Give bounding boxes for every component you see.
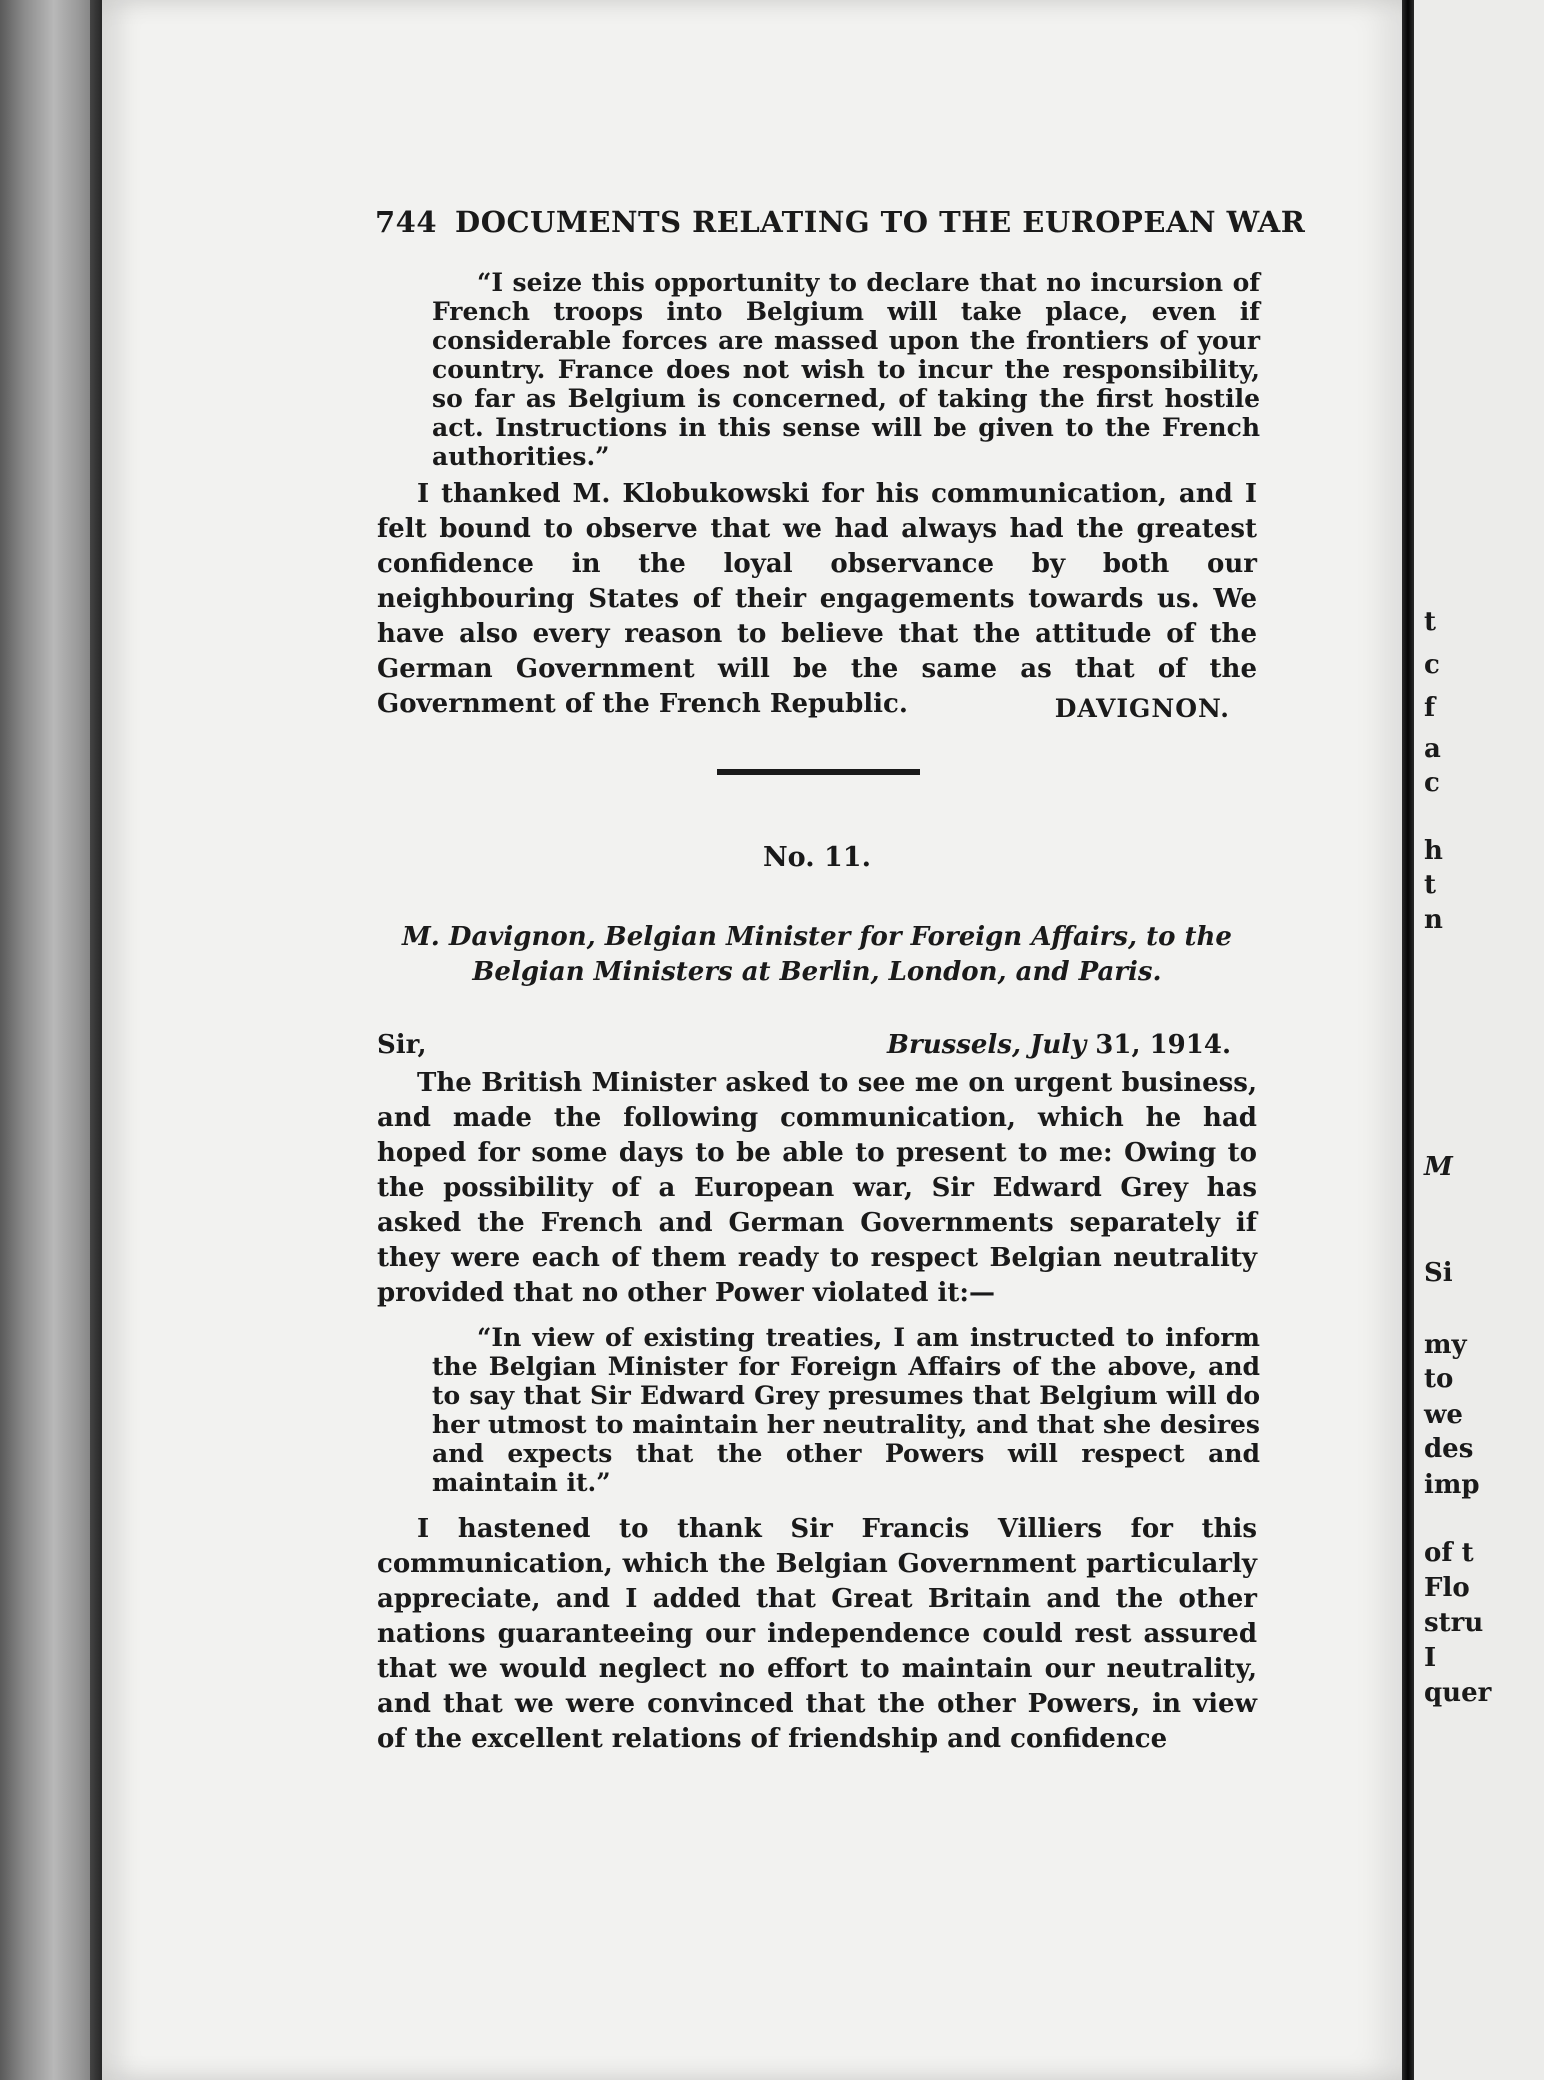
paragraph-text: The British Minister asked to see me on urgent business, and made the following communication, which he had hoped for some days to be able to present to me: Owing to the possibility of a European war, Sir Edward Grey has asked the French and German Governments separately if they were each of them ready to respect Belgian neutrality provided that no other Power violated it:— — [377, 1068, 1257, 1308]
page-number: 744 — [375, 205, 438, 239]
facing-fragment: t — [1424, 607, 1437, 637]
facing-fragment: f — [1424, 693, 1436, 723]
facing-fragment: of t — [1424, 1538, 1474, 1568]
date-place: Brussels, July — [887, 1030, 1087, 1060]
facing-page — [1414, 0, 1544, 2080]
facing-fragment: des — [1424, 1434, 1474, 1464]
paragraph-3 — [377, 1512, 1257, 1757]
facing-fragment: quer — [1424, 1678, 1492, 1708]
facing-fragment: n — [1424, 905, 1443, 935]
signature: DAVIGNON. — [1054, 694, 1230, 723]
facing-fragment: Si — [1424, 1258, 1453, 1288]
running-title: DOCUMENTS RELATING TO THE EUROPEAN WAR — [455, 205, 1306, 239]
facing-fragment: c — [1424, 768, 1440, 798]
facing-fragment: stru — [1424, 1608, 1484, 1638]
facing-fragment: t — [1424, 870, 1437, 900]
paragraph-text: I thanked M. Klobukowski for his communication, and I felt bound to observe that we had always had the greatest confidence in the loyal observance by both our neighbouring States of their engagements towards us. We have also every reason to believe that the attitude of the German Government will be the same as that of the Government of the French Republic. — [377, 479, 1257, 719]
date-rest: 31, 1914. — [1095, 1030, 1231, 1060]
facing-fragment: we — [1424, 1400, 1463, 1430]
facing-fragment: a — [1424, 734, 1441, 764]
salutation-row — [377, 1030, 1231, 1060]
document-number: No. 11. — [763, 842, 871, 873]
facing-fragment: imp — [1424, 1470, 1480, 1500]
facing-fragment: to — [1424, 1364, 1454, 1394]
running-header — [375, 205, 1306, 239]
facing-fragment: M — [1424, 1152, 1453, 1182]
facing-fragment: c — [1424, 650, 1440, 680]
section-divider — [717, 769, 920, 775]
paragraph-text: I hastened to thank Sir Francis Villiers for this communication, which the Belgian Government particularly appreciate, and I added that Great Britain and the other nations guaranteeing our independence could rest assured that we would neglect no effort to maintain our neutrality, and that we were convinced that the other Powers, in view of the excellent relations of friendship and confidence — [377, 1514, 1257, 1754]
paragraph-2 — [377, 1066, 1257, 1311]
quote-block-2 — [432, 1323, 1260, 1497]
facing-fragment: my — [1424, 1330, 1467, 1360]
quote-text: “I seize this opportunity to declare that no incursion of French troops into Belgium will take place, even if considerable forces are massed upon the frontiers of your country. France does not wish to incur the responsibility, so far as Belgium is concerned, of taking the first hostile act. Instructions in this sense will be given to the French authorities.” — [432, 268, 1260, 471]
quote-text: “In view of existing treaties, I am instructed to inform the Belgian Minister for Foreign Affairs of the above, and to say that Sir Edward Grey presumes that Belgium will do her utmost to maintain her neutrality, and that she desires and expects that the other Powers will respect and maintain it.” — [432, 1323, 1260, 1497]
salutation: Sir, — [377, 1030, 427, 1060]
quote-block-1 — [432, 268, 1260, 471]
paragraph-1 — [377, 477, 1257, 722]
dateline — [887, 1030, 1231, 1060]
center-gutter — [1402, 0, 1414, 2080]
facing-fragment: I — [1424, 1643, 1437, 1673]
document-title: M. Davignon, Belgian Minister for Foreign Affairs, to the Belgian Ministers at Berlin, London, and Paris. — [402, 922, 1232, 987]
facing-fragment: h — [1424, 836, 1443, 866]
book-edge — [0, 0, 98, 2080]
facing-fragment: Flo — [1424, 1573, 1470, 1603]
